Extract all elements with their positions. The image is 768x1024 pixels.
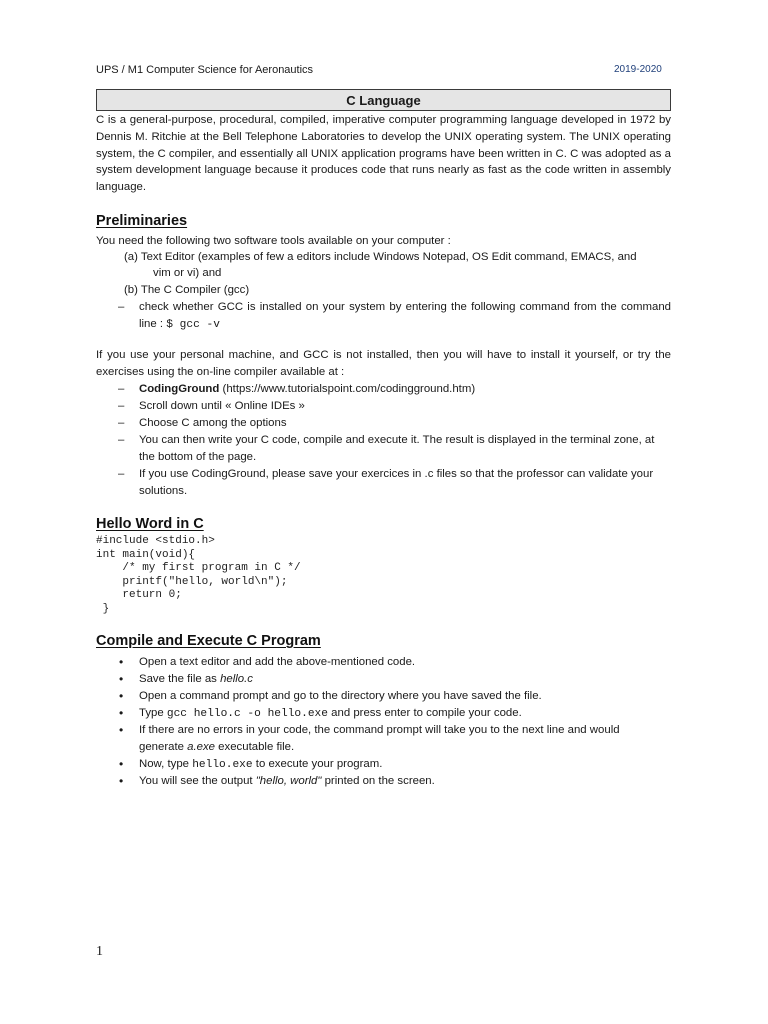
run-command: hello.exe [192, 759, 253, 771]
dash-bullet: – [118, 383, 125, 395]
compile-heading: Compile and Execute C Program [96, 633, 321, 649]
compile-step [139, 671, 671, 688]
step-text: You will see the output [139, 775, 256, 787]
bullet-dot: • [119, 774, 124, 788]
compile-command: gcc hello.c -o hello.exe [166, 708, 328, 720]
tool-item-a-line2: vim or vi) and [153, 267, 222, 279]
compile-step [139, 773, 671, 790]
step-text: Save the file as [139, 673, 221, 685]
compile-step [139, 756, 671, 774]
output-text: "hello, world" [255, 775, 322, 787]
gcc-check-item [139, 299, 671, 334]
list-item: Choose C among the options [139, 417, 287, 429]
file-name: hello.c [220, 673, 253, 685]
compile-step [139, 705, 671, 723]
hello-code-block: #include <stdio.h> int main(void){ /* my first program in C */ printf("hello, world\n"); return 0; } [96, 535, 301, 615]
step-text: If there are no errors in your code, the command prompt will take you to the next line and would [139, 724, 620, 736]
compile-step [139, 722, 671, 756]
list-item [139, 381, 671, 398]
list-item: You can then write your C code, compile and execute it. The result is displayed in the terminal zone, at the bottom of the page. [139, 434, 655, 463]
step-text: Type [139, 707, 167, 719]
bullet-dot: • [119, 655, 124, 669]
header-course: UPS / M1 Computer Science for Aeronautics [96, 64, 314, 76]
dash-bullet: – [118, 468, 125, 480]
page-number: 1 [96, 944, 103, 959]
gcc-check-command: $ gcc -v [166, 318, 220, 331]
compile-step: Open a text editor and add the above-mentioned code. [139, 656, 416, 668]
preliminaries-heading: Preliminaries [96, 213, 188, 229]
step-text: generate [139, 740, 188, 753]
codingground-label: CodingGround [139, 383, 220, 395]
intro-paragraph: C is a general-purpose, procedural, compiled, imperative computer programming language developed in 1972 by Dennis M. Ritchie at the Bell Telephone Laboratories to develop the UNIX operating system. The UNIX operating system, the C compiler, and essentially all UNIX application programs have been written in C. C was adopted as a system development language because it produces code that runs nearly as fast as the code written in assembly language. [96, 114, 671, 194]
bullet-dot: • [119, 689, 124, 703]
bullet-dot: • [119, 723, 124, 737]
page-title: C Language [96, 89, 671, 111]
dash-bullet: – [118, 400, 125, 412]
hello-heading: Hello Word in C [96, 516, 204, 532]
header-year: 2019-2020 [614, 64, 662, 75]
bullet-dot: • [119, 757, 124, 771]
dash-bullet: – [118, 434, 125, 446]
tool-item-b: (b) The C Compiler (gcc) [124, 284, 250, 296]
dash-bullet: – [118, 301, 125, 313]
bullet-dot: • [119, 706, 124, 720]
tool-item-a-line1: (a) Text Editor (examples of few a editors include Windows Notepad, OS Edit command, EMACS, and [124, 251, 637, 263]
file-name: a.exe [187, 740, 216, 753]
bullet-dot: • [119, 672, 124, 686]
step-text: to execute your program. [252, 758, 383, 770]
list-item: Scroll down until « Online IDEs » [139, 400, 305, 412]
compile-step: Open a command prompt and go to the directory where you have saved the file. [139, 690, 542, 702]
step-text: Now, type [139, 758, 193, 770]
preliminaries-lead: You need the following two software tools available on your computer : [96, 235, 451, 247]
gcc-check-text: check whether GCC is installed on your system by entering the following command from the command line : [139, 301, 671, 330]
step-text: executable file. [215, 740, 295, 753]
list-item: If you use CodingGround, please save your exercices in .c files so that the professor can validate your solutions. [139, 468, 654, 497]
step-text: and press enter to compile your code. [328, 707, 522, 719]
step-text: printed on the screen. [321, 775, 435, 787]
install-paragraph: If you use your personal machine, and GCC is not installed, then you will have to install it yourself, or try the exercises using the on-line compiler available at : [96, 349, 671, 378]
dash-bullet: – [118, 417, 125, 429]
codingground-url: (https://www.tutorialspoint.com/codingground.htm) [219, 383, 476, 395]
